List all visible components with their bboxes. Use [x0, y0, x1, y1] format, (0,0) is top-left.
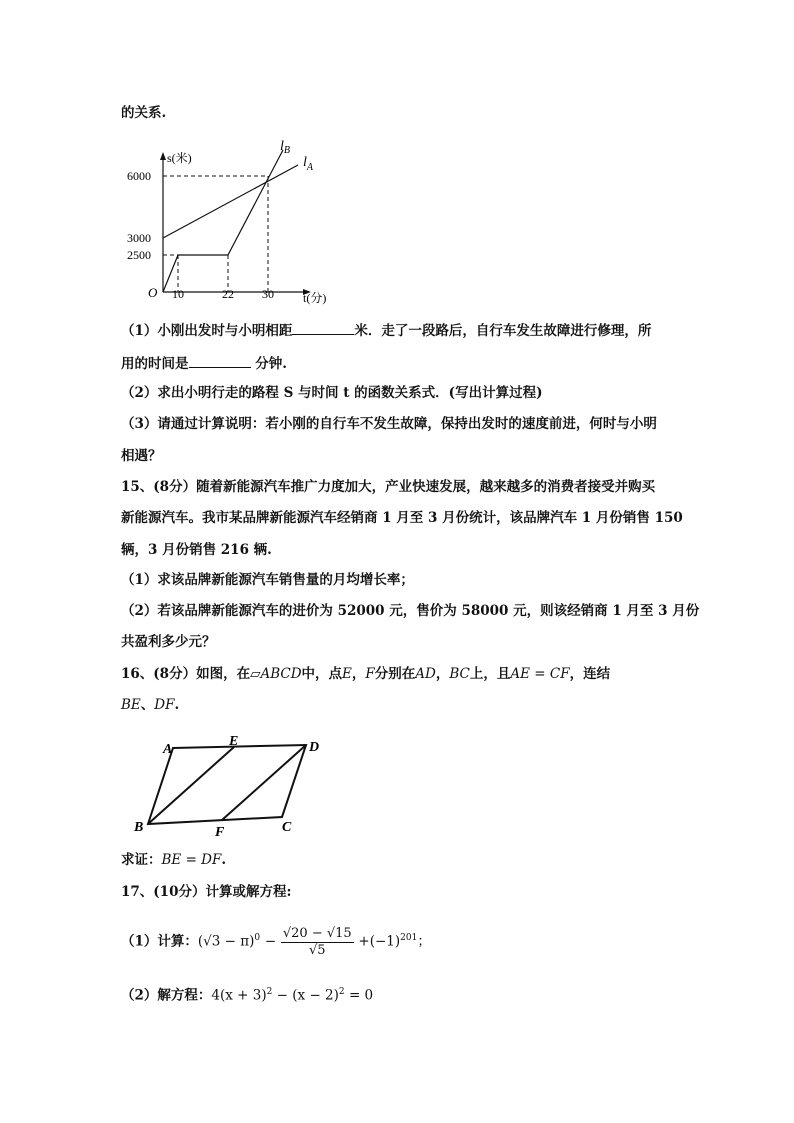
y-tick-3000: 3000 [127, 231, 151, 245]
vertex-a: A [163, 742, 173, 757]
q16-proof: 求证：BE = DF. [121, 852, 227, 868]
line-a-label: $l_A$ [303, 155, 313, 173]
vertex-d: D [309, 740, 320, 755]
q15-part1: （1）求该品牌新能源汽车销售量的月均增长率； [121, 572, 414, 588]
y-tick-2500: 2500 [127, 248, 151, 262]
x-tick-10: 10 [172, 287, 184, 301]
q14-part3-line1: （3）请通过计算说明：若小刚的自行车不发生故障，保持出发时的速度前进，何时与小明 [121, 416, 657, 432]
line-b-label: $l_B$ [280, 139, 290, 156]
q16-line1: 16、(8分）如图，在▱ABCD中，点E，F分别在AD，BC上，且AE = CF，连结 [121, 666, 611, 682]
q14-part3-line2: 相遇？ [121, 448, 162, 464]
q15-line1: 15、(8分）随着新能源汽车推广力度加大，产业快速发展，越来越多的消费者接受并购买 [121, 479, 656, 495]
x-axis-label: t(分) [303, 291, 327, 305]
line-a [163, 165, 298, 238]
term-sqrt3-minus-pi: (√3 − π) [197, 933, 255, 950]
intro-text: 的关系. [121, 105, 167, 121]
answer-blank[interactable] [292, 320, 354, 335]
q14-part2: （2）求出小明行走的路程 S 与时间 t 的函数关系式．(写出计算过程) [121, 385, 543, 401]
origin-label: O [148, 285, 158, 300]
vertex-b: B [134, 820, 144, 835]
fraction: $\frac{√20 - √15}{√5}$ [282, 925, 352, 958]
x-tick-22: 22 [222, 287, 234, 301]
x-tick-30: 30 [262, 287, 274, 301]
q15-line3: 辆，3 月份销售 216 辆. [121, 542, 272, 558]
q16-line2: BE、DF. [121, 697, 180, 713]
vertex-e: E [229, 735, 239, 749]
answer-blank[interactable] [189, 353, 251, 368]
q17-title: 17、(10分）计算或解方程: [121, 884, 292, 900]
q15-part2-line2: 共盈利多少元？ [121, 634, 216, 650]
q15-line2: 新能源汽车。我市某品牌新能源汽车经销商 1 月至 3 月份统计，该品牌汽车 1 月份销售 150 [121, 510, 683, 526]
q15-part2-line1: （2）若该品牌新能源汽车的进价为 52000 元，售价为 58000 元，则该经销商 1 月至 3 月份 [121, 603, 700, 619]
line-b [163, 150, 283, 292]
y-axis-arrow [160, 152, 166, 160]
y-tick-6000: 6000 [127, 169, 151, 183]
q17-part2: （2）解方程：$4(x + 3)^2 - (x - 2)^2 = 0$ [121, 987, 374, 1004]
y-axis-label: s(米) [167, 151, 192, 165]
vertex-f: F [215, 825, 225, 840]
vertex-c: C [282, 820, 292, 835]
q17-part1: （1）计算：$(√3 - \pi)^0$ − $\frac{√20 - √15}{√5}$ $+(-1)^{201}$； [121, 925, 431, 958]
parallelogram-figure [0, 735, 794, 845]
q14-part1-line2: 用的时间是 分钟. [121, 353, 287, 374]
q14-part1-line1: （1）小刚出发时与小明相距 米．走了一段路后，自行车发生故障进行修理，所 [121, 320, 651, 341]
